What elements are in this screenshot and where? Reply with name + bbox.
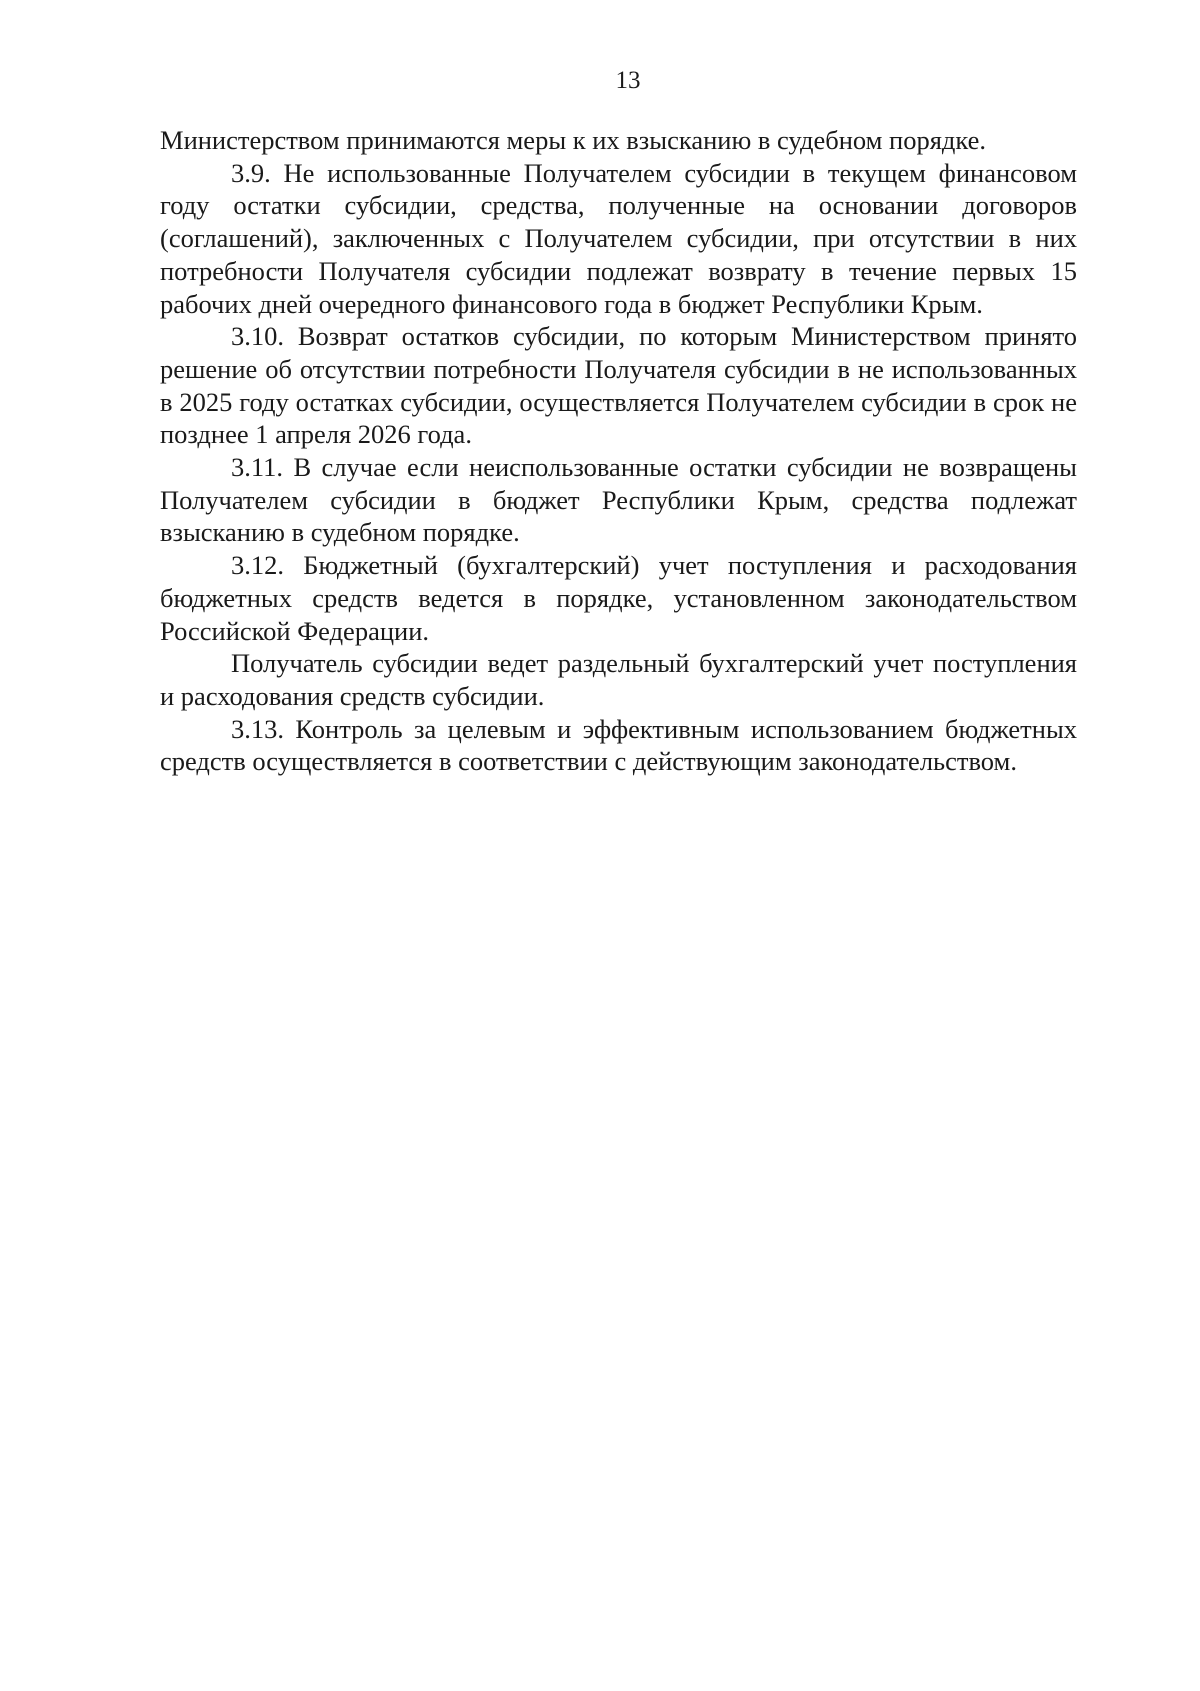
paragraph-separate-accounting: Получатель субсидии ведет раздельный бухгалтерский учет поступления и расходования средств субсидии. bbox=[160, 648, 1077, 711]
document-body bbox=[160, 124, 1077, 778]
paragraph-3-13: 3.13. Контроль за целевым и эффективным использованием бюджетных средств осуществляется в соответствии с действующим законодательством. bbox=[160, 713, 1077, 777]
paragraph-continuation: Министерством принимаются меры к их взысканию в судебном порядке. bbox=[160, 125, 987, 155]
paragraph-3-11: 3.11. В случае если неиспользованные остатки субсидии не возвращены Получателем субсидии в бюджет Республики Крым, средства подлежат взысканию в судебном порядке. bbox=[160, 452, 1077, 548]
paragraph-3-9: 3.9. Не использованные Получателем субсидии в текущем финансовом году остатки субсидии, средства, полученные на основании договоров (соглашений), заключенных с Получателем субсидии, при отсутствии в них потребности Получателя субсидии подлежат возврату в течение первых 15 рабочих дней очередного финансового года в бюджет Республики Крым. bbox=[160, 157, 1077, 319]
paragraph-3-10: 3.10. Возврат остатков субсидии, по которым Министерством принято решение об отсутствии потребности Получателя субсидии в не использованных в 2025 году остатках субсидии, осуществляется Получателем субсидии в срок не позднее 1 апреля 2026 года. bbox=[160, 321, 1077, 450]
paragraph-3-12: 3.12. Бюджетный (бухгалтерский) учет поступления и расходования бюджетных средств ведется в порядке, установленном законодательством Российской Федерации. bbox=[160, 550, 1077, 646]
page-number: 13 bbox=[615, 67, 641, 94]
